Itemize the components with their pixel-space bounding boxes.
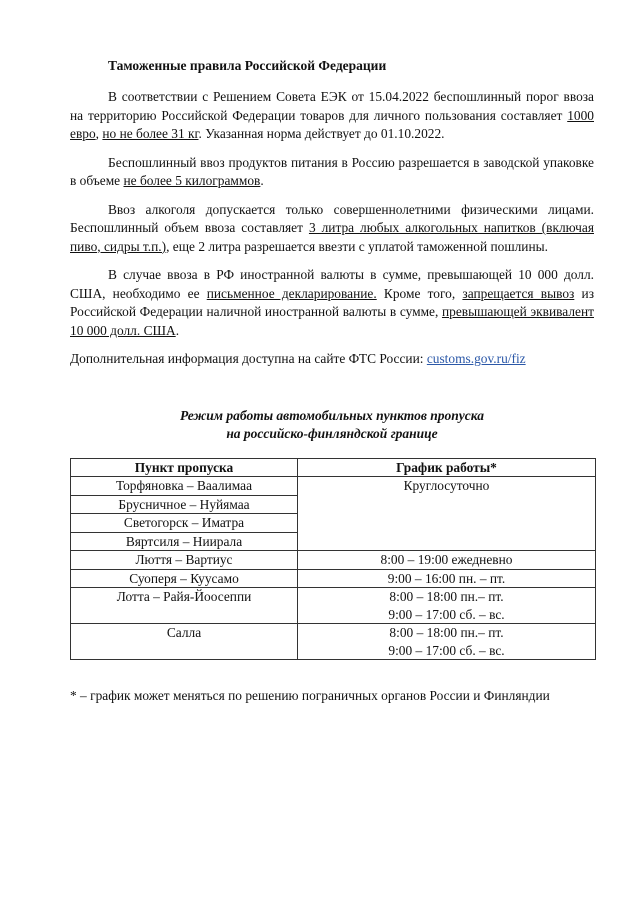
- checkpoint-cell: Лотта – Райя-Йоосеппи: [71, 588, 298, 624]
- schedule-line: 9:00 – 17:00 сб. – вс.: [388, 642, 505, 658]
- column-header-schedule: График работы*: [298, 458, 596, 477]
- schedule-title-line1: Режим работы автомобильных пунктов пропуска: [179, 407, 484, 423]
- table-row: [71, 477, 596, 496]
- text: .: [175, 322, 180, 338]
- underlined-text: 3 литра любых алкогольных напитков (включая пиво, сидры т.п.): [70, 220, 594, 254]
- paragraph-more-info: [70, 350, 594, 369]
- schedule-line: Круглосуточно: [403, 478, 490, 493]
- page-title: Таможенные правила Российской Федерации: [108, 58, 387, 73]
- schedule-title-line2: на российско-финляндской границе: [226, 425, 438, 441]
- text: ,: [95, 126, 103, 141]
- underlined-text: превышающей эквивалент 10 000 долл. США: [70, 304, 594, 338]
- table-row: [71, 551, 596, 570]
- schedule-cell: [298, 569, 596, 588]
- schedule-line: 9:00 – 17:00 сб. – вс.: [388, 606, 505, 622]
- paragraph-food-import: [70, 154, 594, 191]
- schedule-line: 8:00 – 18:00 пн.– пт.: [389, 589, 504, 604]
- column-header-checkpoint: Пункт пропуска: [71, 458, 298, 477]
- underlined-text: но не более 31 кг: [102, 126, 199, 141]
- footnote: * – график может меняться по решению пограничных органов России и Финляндии: [70, 688, 550, 703]
- underlined-text: запрещается вывоз: [462, 285, 575, 301]
- schedule-cell: [298, 588, 596, 624]
- text: . Указанная норма действует до 01.10.2022.: [198, 126, 445, 141]
- text: .: [260, 173, 264, 188]
- table-row: [71, 624, 596, 660]
- table-header-row: [71, 458, 596, 477]
- checkpoint-cell: Люття – Вартиус: [71, 551, 298, 570]
- checkpoint-cell: Брусничное – Нуйямаа: [71, 495, 298, 514]
- table-row: [71, 588, 596, 624]
- checkpoint-cell: Вяртсиля – Ниирала: [71, 532, 298, 551]
- checkpoint-cell: Суоперя – Куусамо: [71, 569, 298, 588]
- document-page: [70, 58, 594, 715]
- customs-link[interactable]: customs.gov.ru/fiz: [426, 351, 526, 366]
- schedule-line: 8:00 – 18:00 пн.– пт.: [389, 625, 504, 640]
- schedule-cell: [298, 624, 596, 660]
- underlined-text: 1000 евро: [70, 107, 594, 141]
- text: В случае ввоза в РФ иностранной валюты в сумме, превышающей 10 000 долл. США, необходимо ее: [70, 267, 594, 301]
- schedule-table: [70, 458, 596, 661]
- paragraph-duty-free-threshold: [70, 88, 594, 144]
- text: Дополнительная информация доступна на сайте ФТС России:: [70, 351, 427, 366]
- text: Кроме того,: [376, 285, 463, 301]
- schedule-cell: [298, 477, 596, 551]
- text: , еще 2 литра разрешается ввезти с уплатой таможенной пошлины.: [166, 238, 548, 254]
- text: из Российской Федерации наличной иностранной валюты в сумме,: [70, 285, 594, 319]
- checkpoint-cell: Салла: [71, 624, 298, 660]
- underlined-text: письменное декларирование.: [206, 285, 377, 301]
- checkpoint-cell: Светогорск – Иматра: [71, 514, 298, 533]
- underlined-text: не более 5 килограммов: [123, 173, 261, 188]
- schedule-line: 8:00 – 19:00 ежедневно: [380, 552, 513, 567]
- schedule-cell: [298, 551, 596, 570]
- text: В соответствии с Решением Совета ЕЭК от 15.04.2022 беспошлинный порог ввоза на территорию Российской Федерации товаров для личного пользования составляет: [70, 89, 594, 123]
- table-row: [71, 569, 596, 588]
- paragraph-currency-import: [70, 266, 594, 340]
- checkpoint-cell: Торфяновка – Ваалимаа: [71, 477, 298, 496]
- text: Ввоз алкоголя допускается только совершеннолетними физическими лицами. Беспошлинный объем ввоза составляет: [70, 201, 594, 235]
- schedule-title: [70, 407, 594, 443]
- schedule-line: 9:00 – 16:00 пн. – пт.: [387, 570, 506, 586]
- text: Беспошлинный ввоз продуктов питания в Россию разрешается в заводской упаковке в объеме: [70, 154, 594, 188]
- paragraph-alcohol-import: [70, 201, 594, 257]
